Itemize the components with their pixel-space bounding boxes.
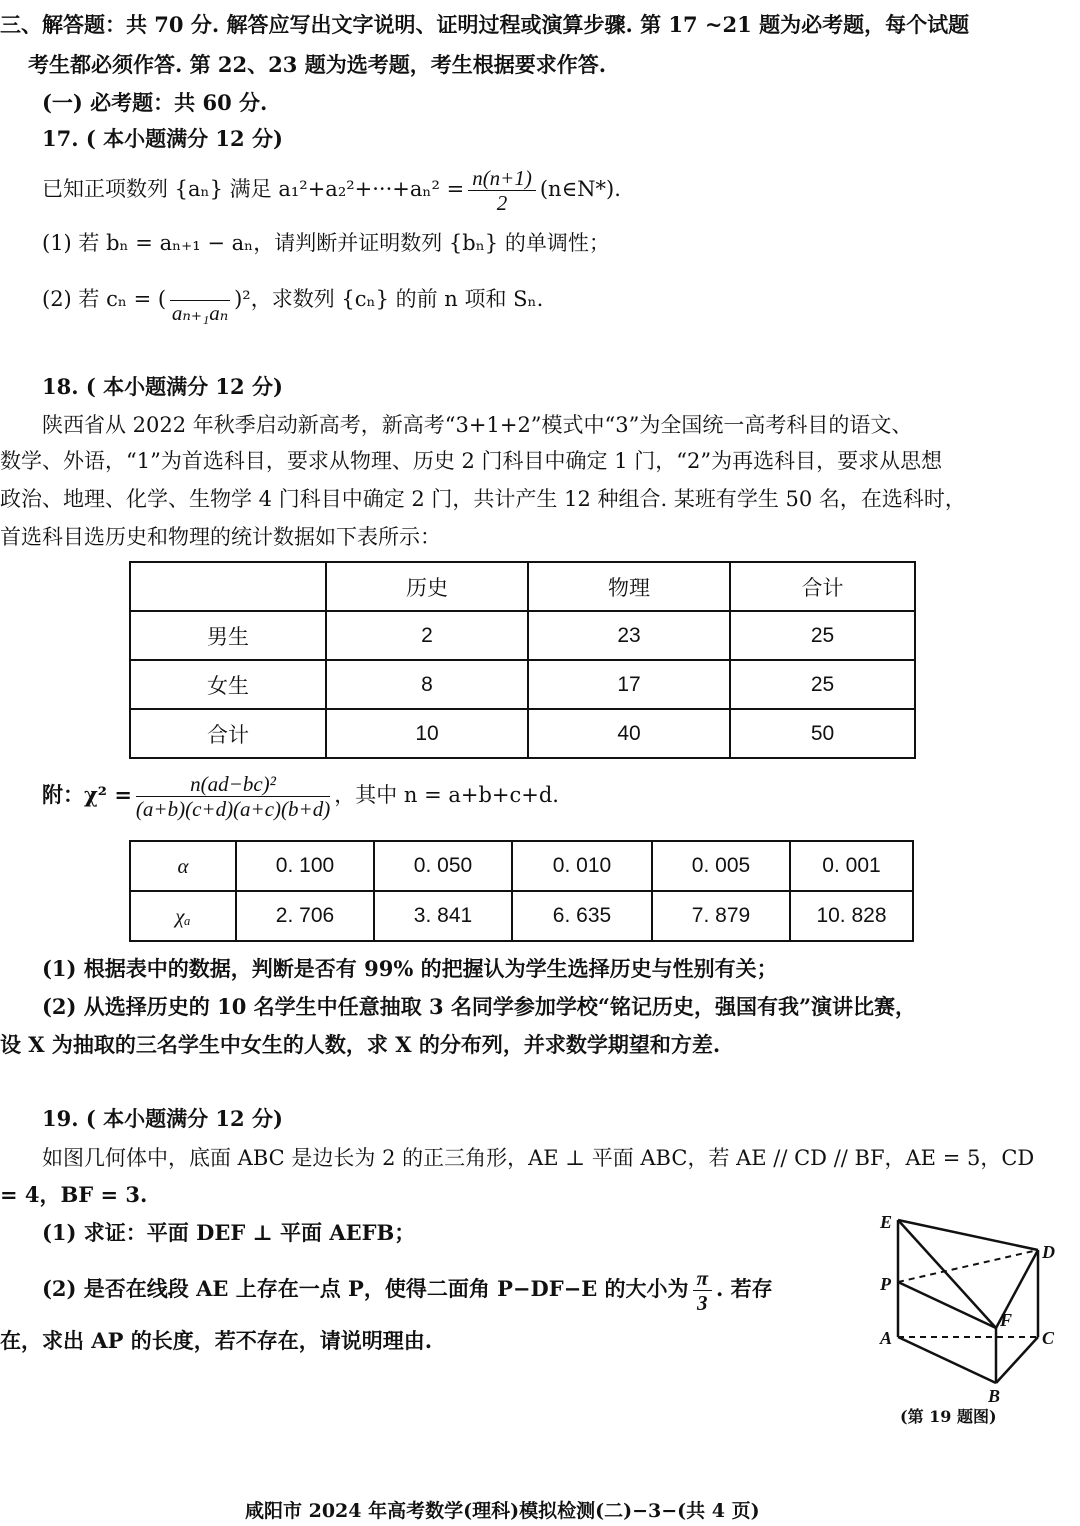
q19-angle-den: 3 [697,1291,708,1315]
table-cell: 25 [730,660,915,709]
label-D: D [1042,1242,1055,1262]
q18-part1: (1) 根据表中的数据，判断是否有 99% 的把握认为学生选择历史与性别有关； [42,956,778,981]
q18-line2: 数学、外语，“1”为首选科目，要求从物理、历史 2 门科目中确定 1 门，“2”为再选科目，要求从思想 [0,449,943,473]
table-cell: 0. 100 [236,841,374,891]
q17-part2-text: (2) 若 cₙ = ( [42,287,167,311]
table-cell: 男生 [130,611,326,660]
table-cell: 40 [528,709,730,758]
label-E: E [880,1212,893,1232]
table-cell: 0. 050 [374,841,512,891]
table-cell: 3. 841 [374,891,512,941]
edge-ED [898,1220,1038,1250]
critical-value-table [129,840,914,942]
table-row [130,841,913,891]
q17-part2 [42,276,543,325]
table-cell: 0. 005 [652,841,790,891]
q17-part2-fraction [170,276,230,325]
q19-part2-cont: 在，求出 AP 的长度，若不存在，请说明理由. [0,1328,433,1353]
q18-part2: (2) 从选择历史的 10 名学生中任意抽取 3 名同学参加学校“铭记历史，强国有我”演讲比赛， [42,994,917,1019]
table-row [130,562,915,611]
table-cell: 2 [326,611,528,660]
q19-part2-end: . 若存 [716,1276,773,1301]
q17-part2-num [170,276,230,301]
table-cell: 8 [326,660,528,709]
table-cell: 2. 706 [236,891,374,941]
q17-heading: 17. ( 本小题满分 12 分) [42,126,283,151]
q17-fraction-num: n(n+1) [468,166,536,191]
table-row [130,891,913,941]
section-title-cont: 考生都必须作答. 第 22、23 题为选考题，考生根据要求作答. [28,52,607,77]
table-cell: 6. 635 [512,891,652,941]
q18-heading: 18. ( 本小题满分 12 分) [42,374,283,399]
edge-EF [898,1220,996,1328]
label-A: A [880,1328,893,1348]
table-cell: 10 [326,709,528,758]
table-cell: 50 [730,709,915,758]
table-row [130,709,915,758]
q18-line4: 首选科目选历史和物理的统计数据如下表所示： [0,525,441,549]
q19-part2-text: (2) 是否在线段 AE 上存在一点 P，使得二面角 P−DF−E 的大小为 [42,1276,689,1301]
formula-den: (a+b)(c+d)(a+c)(b+d) [135,797,331,821]
formula-prefix: 附：χ² = [42,782,132,807]
chi-square-formula [42,772,559,821]
formula-suffix: ，其中 n = a+b+c+d. [334,783,559,807]
label-F: F [1000,1310,1013,1330]
q17-stem-end: (n∈N*). [539,177,621,201]
section-title: 三、解答题：共 70 分. 解答应写出文字说明、证明过程或演算步骤. 第 17 ~21 题为必考题，每个试题 [0,12,970,37]
edge-PF [898,1282,996,1328]
table-row [130,611,915,660]
table-cell: 合计 [730,562,915,611]
label-P: P [880,1274,891,1294]
table-cell: 17 [528,660,730,709]
table-cell: 10. 828 [790,891,913,941]
table-cell: 女生 [130,660,326,709]
table-cell: α [130,841,236,891]
table-cell: 合计 [130,709,326,758]
q18-line1: 陕西省从 2022 年秋季启动新高考，新高考“3+1+2”模式中“3”为全国统一高考科目的语文、 [42,413,913,437]
q17-part2-den: aₙ₊₁aₙ [171,301,229,325]
q19-angle-num: π [693,1266,712,1291]
label-C: C [1042,1328,1055,1348]
table-cell: 历史 [326,562,528,611]
q18-part2-cont: 设 X 为抽取的三名学生中女生的人数，求 X 的分布列，并求数学期望和方差. [0,1032,721,1057]
q18-line3: 政治、地理、化学、生物学 4 门科目中确定 2 门，共计产生 12 种组合. 某班有学生 50 名，在选科时， [0,487,966,511]
q17-part2-end: )²，求数列 {cₙ} 的前 n 项和 Sₙ. [234,287,544,311]
edge-AB [898,1337,996,1383]
q19-angle-fraction [693,1266,712,1315]
table-cell: 0. 001 [790,841,913,891]
geometry-figure [870,1210,1070,1430]
q17-stem [42,166,621,215]
table-cell: 物理 [528,562,730,611]
q19-line1: 如图几何体中，底面 ABC 是边长为 2 的正三角形，AE ⊥ 平面 ABC，若 AE // CD // BF，AE = 5，CD [42,1146,1035,1170]
table-cell: 25 [730,611,915,660]
label-B: B [988,1386,1001,1406]
q17-fraction-den: 2 [496,191,508,215]
q17-stem-text: 已知正项数列 {aₙ} 满足 a₁²+a₂²+···+aₙ² = [42,177,465,201]
edge-BC [996,1337,1038,1383]
q19-line2: = 4，BF = 3. [0,1182,148,1207]
q19-heading: 19. ( 本小题满分 12 分) [42,1106,283,1131]
q17-fraction [468,166,536,215]
part-heading: (一) 必考题：共 60 分. [42,90,268,115]
table-cell: 7. 879 [652,891,790,941]
table-cell: 23 [528,611,730,660]
table-cell [130,562,326,611]
figure-caption: (第 19 题图) [900,1407,997,1426]
edge-PD-hidden [898,1250,1038,1282]
q17-part1: (1) 若 bₙ = aₙ₊₁ − aₙ，请判断并证明数列 {bₙ} 的单调性； [42,231,610,255]
q19-part1: (1) 求证：平面 DEF ⊥ 平面 AEFB； [42,1220,416,1245]
table-cell: 0. 010 [512,841,652,891]
table-cell: χₐ [130,891,236,941]
q19-part2 [42,1266,773,1315]
formula-num: n(ad−bc)² [136,772,330,797]
contingency-table [129,561,916,759]
table-row [130,660,915,709]
page-footer: 咸阳市 2024 年高考数学(理科)模拟检测(二)−3−(共 4 页) [245,1500,760,1522]
formula-fraction [136,772,330,821]
